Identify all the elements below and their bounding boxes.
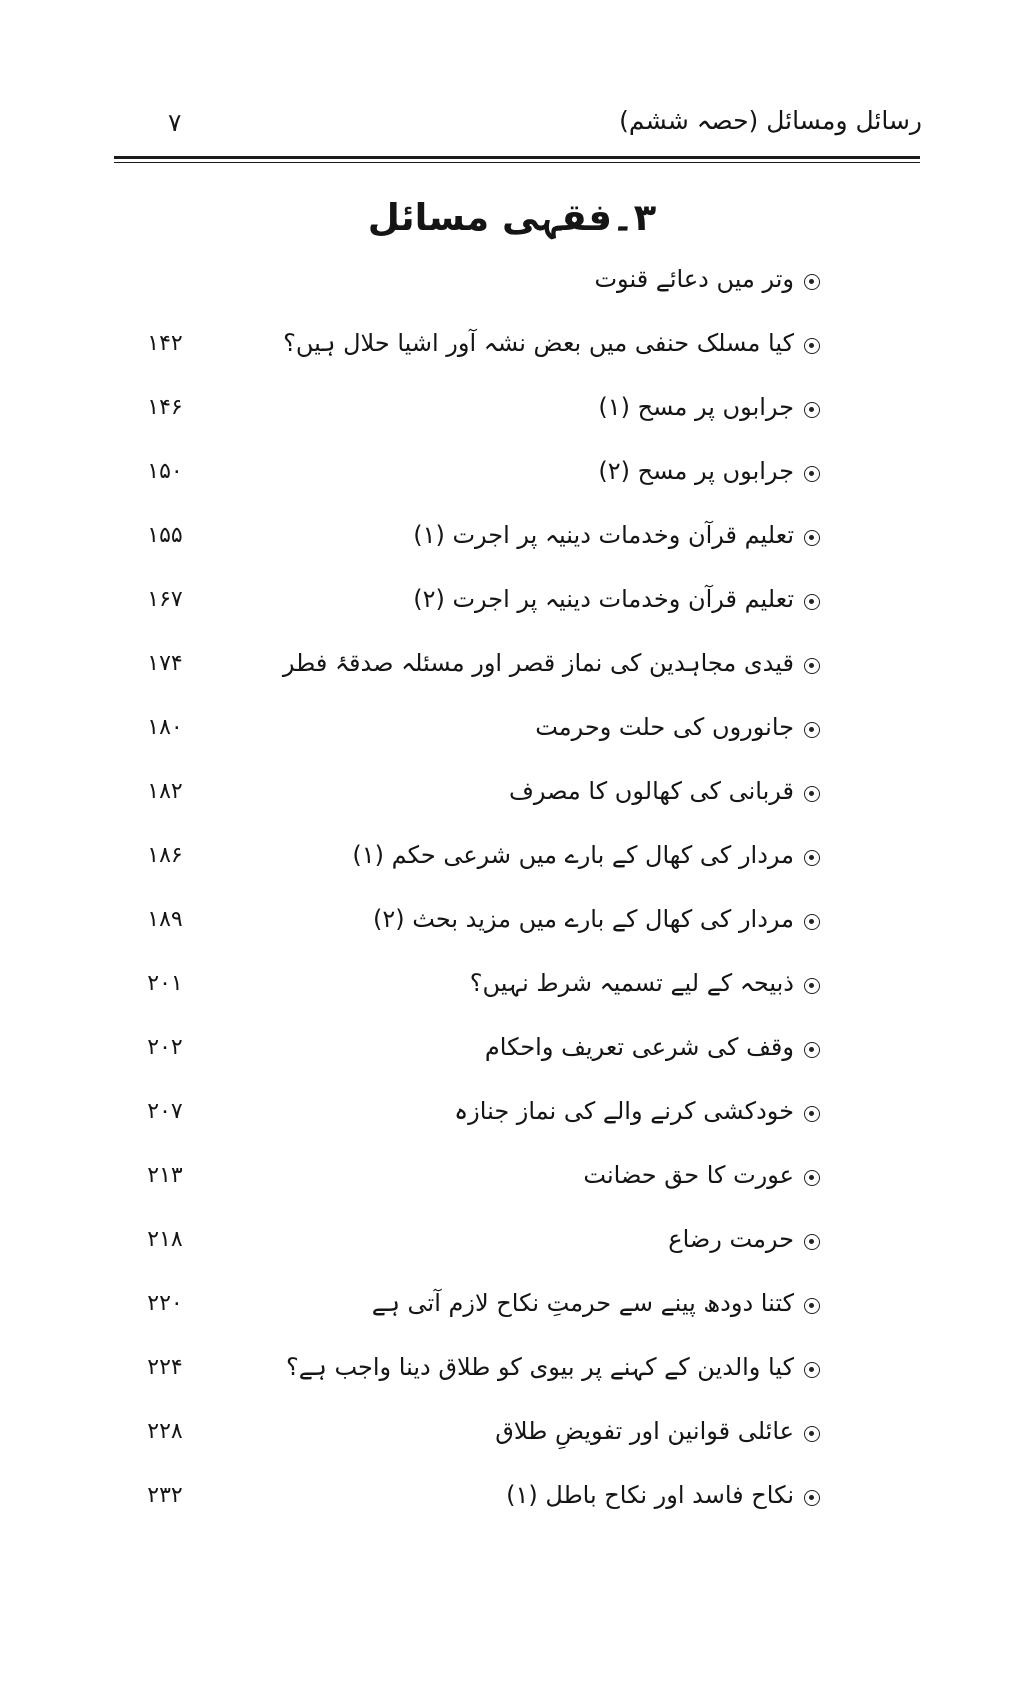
header-rule-thin	[114, 162, 920, 163]
flower-bullet-icon	[804, 850, 820, 866]
toc-entry-page-number: ۲۲۰	[147, 1291, 183, 1316]
toc-entry	[130, 521, 820, 585]
toc-entry-page-number: ۲۰۱	[147, 971, 183, 996]
toc-entry-title: جانوروں کی حلت وحرمت	[535, 713, 794, 741]
toc-entry-page-number: ۱۴۲	[147, 331, 183, 356]
toc-entry-title: عورت کا حق حضانت	[583, 1161, 794, 1189]
toc-entry	[130, 329, 820, 393]
flower-bullet-icon	[804, 914, 820, 930]
section-title: ۳۔فقہی مسائل	[367, 196, 657, 239]
toc-entry	[130, 1417, 820, 1481]
toc-entry-title: تعلیم قرآن وخدمات دینیہ پر اجرت (۲)	[413, 585, 794, 613]
toc-entry-page-number: ۱۸۶	[147, 843, 183, 868]
toc-entry	[130, 905, 820, 969]
toc-entry-page-number: ۱۷۴	[147, 651, 183, 676]
table-of-contents	[130, 265, 820, 1545]
flower-bullet-icon	[804, 466, 820, 482]
toc-entry-title: کیا والدین کے کہنے پر بیوی کو طلاق دینا واجب ہے؟	[285, 1353, 794, 1381]
flower-bullet-icon	[804, 1298, 820, 1314]
toc-entry	[130, 969, 820, 1033]
toc-entry-title: مردار کی کھال کے بارے میں مزید بحث (۲)	[373, 905, 794, 933]
flower-bullet-icon	[804, 978, 820, 994]
toc-entry-title: قیدی مجاہدین کی نماز قصر اور مسئلہ صدقۂ فطر	[282, 649, 794, 677]
toc-entry	[130, 1353, 820, 1417]
toc-entry-page-number: ۱۸۹	[147, 907, 183, 932]
flower-bullet-icon	[804, 1490, 820, 1506]
toc-entry-title: ذبیحہ کے لیے تسمیہ شرط نہیں؟	[469, 969, 794, 997]
flower-bullet-icon	[804, 1234, 820, 1250]
header-rule-thick	[114, 156, 920, 159]
flower-bullet-icon	[804, 530, 820, 546]
flower-bullet-icon	[804, 1362, 820, 1378]
toc-entry-title: قربانی کی کھالوں کا مصرف	[509, 777, 794, 805]
toc-entry-page-number: ۱۶۷	[147, 587, 183, 612]
toc-entry	[130, 1481, 820, 1545]
toc-entry-page-number: ۱۸۰	[147, 715, 183, 740]
flower-bullet-icon	[804, 786, 820, 802]
toc-entry-title: تعلیم قرآن وخدمات دینیہ پر اجرت (۱)	[413, 521, 794, 549]
toc-entry	[130, 585, 820, 649]
toc-entry	[130, 393, 820, 457]
toc-entry-page-number: ۲۲۴	[147, 1355, 183, 1380]
toc-entry-page-number: ۲۰۲	[147, 1035, 183, 1060]
running-title: رسائل ومسائل (حصہ ششم)	[619, 106, 922, 135]
flower-bullet-icon	[804, 1426, 820, 1442]
toc-entry	[130, 1161, 820, 1225]
flower-bullet-icon	[804, 658, 820, 674]
flower-bullet-icon	[804, 722, 820, 738]
toc-entry-page-number: ۱۵۵	[147, 523, 183, 548]
toc-entry-title: حرمت رضاع	[668, 1225, 794, 1253]
flower-bullet-icon	[804, 594, 820, 610]
flower-bullet-icon	[804, 274, 820, 290]
toc-entry-page-number: ۲۱۳	[147, 1163, 183, 1188]
toc-entry	[130, 457, 820, 521]
flower-bullet-icon	[804, 1106, 820, 1122]
toc-entry-title: مردار کی کھال کے بارے میں شرعی حکم (۱)	[352, 841, 794, 869]
toc-entry-title: وقف کی شرعی تعریف واحکام	[484, 1033, 794, 1061]
toc-entry	[130, 265, 820, 329]
page-number: ۷	[168, 108, 182, 137]
flower-bullet-icon	[804, 1170, 820, 1186]
toc-entry	[130, 1289, 820, 1353]
toc-entry-page-number: ۲۰۷	[147, 1099, 183, 1124]
toc-entry-page-number: ۲۲۸	[147, 1419, 183, 1444]
toc-entry-title: وتر میں دعائے قنوت	[594, 265, 794, 293]
toc-entry-title: جرابوں پر مسح (۱)	[598, 393, 794, 421]
toc-entry-title: جرابوں پر مسح (۲)	[598, 457, 794, 485]
toc-entry	[130, 649, 820, 713]
flower-bullet-icon	[804, 338, 820, 354]
toc-entry	[130, 777, 820, 841]
toc-entry-title: عائلی قوانین اور تفویضِ طلاق	[495, 1417, 794, 1445]
toc-entry-title: خودکشی کرنے والے کی نماز جنازہ	[454, 1097, 794, 1125]
toc-entry-page-number: ۲۳۲	[147, 1483, 183, 1508]
toc-entry	[130, 1225, 820, 1289]
toc-entry-page-number: ۱۸۲	[147, 779, 183, 804]
toc-entry	[130, 841, 820, 905]
toc-entry-page-number: ۱۵۰	[147, 459, 183, 484]
toc-entry-title: نکاح فاسد اور نکاح باطل (۱)	[506, 1481, 794, 1509]
flower-bullet-icon	[804, 402, 820, 418]
toc-entry-title: کتنا دودھ پینے سے حرمتِ نکاح لازم آتی ہے	[371, 1289, 794, 1317]
toc-entry-page-number: ۲۱۸	[147, 1227, 183, 1252]
toc-entry	[130, 713, 820, 777]
toc-entry	[130, 1033, 820, 1097]
toc-entry-title: کیا مسلک حنفی میں بعض نشہ آور اشیا حلال ہیں؟	[283, 329, 794, 357]
toc-entry-page-number: ۱۴۶	[147, 395, 183, 420]
toc-entry	[130, 1097, 820, 1161]
flower-bullet-icon	[804, 1042, 820, 1058]
